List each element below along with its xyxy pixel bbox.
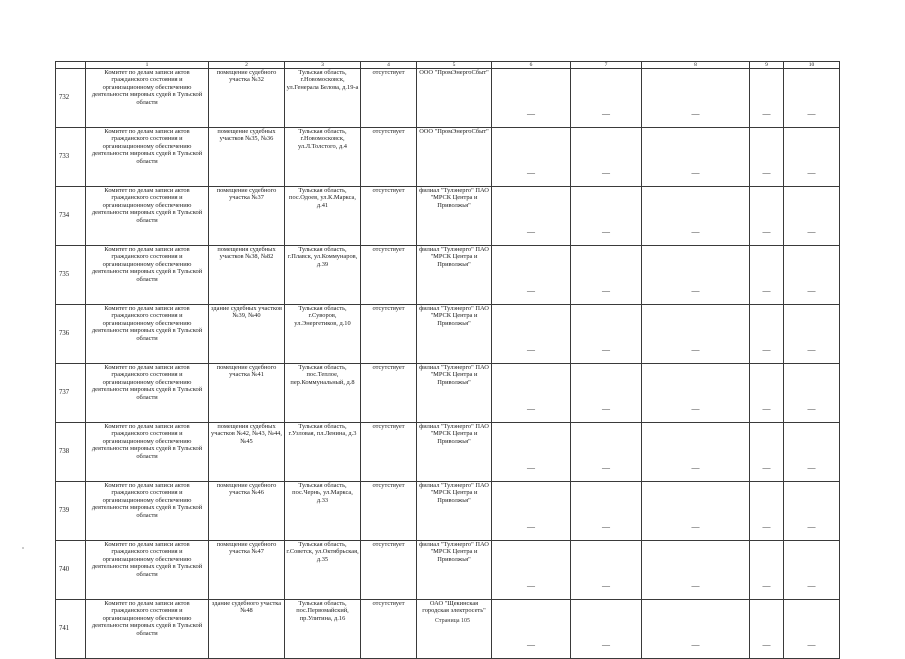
column-6-cell: — xyxy=(492,423,571,482)
supplier-cell: филиал "Тулэнерго" ПАО "МРСК Центра и Приволжья" xyxy=(417,187,492,246)
column-9-cell: — xyxy=(750,482,784,541)
column-10-cell: — xyxy=(784,69,840,128)
column-number-row xyxy=(56,62,840,69)
status-cell: отсутствует xyxy=(361,423,417,482)
column-10-cell: — xyxy=(784,423,840,482)
column-9-cell: — xyxy=(750,600,784,659)
row-number: 740 xyxy=(56,541,86,600)
status-cell: отсутствует xyxy=(361,69,417,128)
row-number: 739 xyxy=(56,482,86,541)
column-7-cell: — xyxy=(571,541,642,600)
address-cell: Тульская область, пос.Чернь, ул.Маркса, д.33 xyxy=(285,482,361,541)
column-8-cell: — xyxy=(642,423,750,482)
status-cell: отсутствует xyxy=(361,187,417,246)
table-row xyxy=(56,305,840,364)
object-cell: помещение судебного участка №47 xyxy=(209,541,285,600)
column-number-1: 1 xyxy=(86,62,209,69)
column-6-cell: — xyxy=(492,482,571,541)
header-blank xyxy=(56,62,86,69)
object-cell: помещение судебного участка №46 xyxy=(209,482,285,541)
supplier-cell: филиал "Тулэнерго" ПАО "МРСК Центра и Приволжья" xyxy=(417,246,492,305)
column-7-cell: — xyxy=(571,600,642,659)
address-cell: Тульская область, пос.Теплое, пер.Коммунальный, д.8 xyxy=(285,364,361,423)
supplier-cell: филиал "Тулэнерго" ПАО "МРСК Центра и Приволжья" xyxy=(417,541,492,600)
column-6-cell: — xyxy=(492,600,571,659)
document-table-container xyxy=(55,61,839,659)
organization-cell: Комитет по делам записи актов гражданского состояния и организационному обеспечению деятельности мировых судей в Тульской области xyxy=(86,305,209,364)
column-10-cell: — xyxy=(784,128,840,187)
column-7-cell: — xyxy=(571,128,642,187)
column-number-4: 4 xyxy=(361,62,417,69)
column-6-cell: — xyxy=(492,364,571,423)
column-10-cell: — xyxy=(784,305,840,364)
table-body xyxy=(56,69,840,659)
status-cell: отсутствует xyxy=(361,482,417,541)
column-8-cell: — xyxy=(642,482,750,541)
organization-cell: Комитет по делам записи актов гражданского состояния и организационному обеспечению деятельности мировых судей в Тульской области xyxy=(86,482,209,541)
status-cell: отсутствует xyxy=(361,305,417,364)
column-number-2: 2 xyxy=(209,62,285,69)
organization-cell: Комитет по делам записи актов гражданского состояния и организационному обеспечению деятельности мировых судей в Тульской области xyxy=(86,364,209,423)
address-cell: Тульская область, г.Новомосковск, ул.Л.Толстого, д.4 xyxy=(285,128,361,187)
supplier-cell: филиал "Тулэнерго" ПАО "МРСК Центра и Приволжья" xyxy=(417,305,492,364)
table-row xyxy=(56,541,840,600)
column-number-7: 7 xyxy=(571,62,642,69)
object-cell: помещение судебного участка №37 xyxy=(209,187,285,246)
column-number-10: 10 xyxy=(784,62,840,69)
scan-speck xyxy=(22,547,24,549)
address-cell: Тульская область, г.Суворов, ул.Энергетиков, д.10 xyxy=(285,305,361,364)
column-10-cell: — xyxy=(784,541,840,600)
column-7-cell: — xyxy=(571,423,642,482)
table-row xyxy=(56,128,840,187)
column-6-cell: — xyxy=(492,69,571,128)
column-6-cell: — xyxy=(492,305,571,364)
organization-cell: Комитет по делам записи актов гражданского состояния и организационному обеспечению деятельности мировых судей в Тульской области xyxy=(86,187,209,246)
column-9-cell: — xyxy=(750,305,784,364)
column-10-cell: — xyxy=(784,187,840,246)
column-7-cell: — xyxy=(571,187,642,246)
page-number: Страница 105 xyxy=(434,618,471,624)
column-6-cell: — xyxy=(492,246,571,305)
column-10-cell: — xyxy=(784,246,840,305)
column-6-cell: — xyxy=(492,128,571,187)
address-cell: Тульская область, пос.Первомайский, пр.Улитина, д.16 xyxy=(285,600,361,659)
column-10-cell: — xyxy=(784,364,840,423)
column-number-8: 8 xyxy=(642,62,750,69)
column-7-cell: — xyxy=(571,305,642,364)
object-cell: помещение судебного участка №32 xyxy=(209,69,285,128)
status-cell: отсутствует xyxy=(361,541,417,600)
column-7-cell: — xyxy=(571,364,642,423)
table-row xyxy=(56,187,840,246)
object-cell: помещения судебных участков №42, №43, №44, №45 xyxy=(209,423,285,482)
row-number: 733 xyxy=(56,128,86,187)
column-9-cell: — xyxy=(750,541,784,600)
row-number: 734 xyxy=(56,187,86,246)
status-cell: отсутствует xyxy=(361,600,417,659)
column-6-cell: — xyxy=(492,187,571,246)
organization-cell: Комитет по делам записи актов гражданского состояния и организационному обеспечению деятельности мировых судей в Тульской области xyxy=(86,246,209,305)
column-7-cell: — xyxy=(571,246,642,305)
object-cell: здание судебного участка №48 xyxy=(209,600,285,659)
column-7-cell: — xyxy=(571,69,642,128)
column-8-cell: — xyxy=(642,69,750,128)
row-number: 737 xyxy=(56,364,86,423)
status-cell: отсутствует xyxy=(361,246,417,305)
column-number-3: 3 xyxy=(285,62,361,69)
table-row xyxy=(56,423,840,482)
column-8-cell: — xyxy=(642,541,750,600)
table-row xyxy=(56,364,840,423)
registry-table xyxy=(55,61,840,659)
organization-cell: Комитет по делам записи актов гражданского состояния и организационному обеспечению деятельности мировых судей в Тульской области xyxy=(86,128,209,187)
column-8-cell: — xyxy=(642,128,750,187)
address-cell: Тульская область, пос.Одоев, ул.К.Маркса, д.41 xyxy=(285,187,361,246)
column-9-cell: — xyxy=(750,128,784,187)
row-number: 738 xyxy=(56,423,86,482)
status-cell: отсутствует xyxy=(361,364,417,423)
table-row xyxy=(56,69,840,128)
supplier-cell: ООО "ПромЭнергоСбыт" xyxy=(417,69,492,128)
supplier-cell: филиал "Тулэнерго" ПАО "МРСК Центра и Приволжья" xyxy=(417,423,492,482)
object-cell: помещение судебного участка №41 xyxy=(209,364,285,423)
row-number: 735 xyxy=(56,246,86,305)
column-10-cell: — xyxy=(784,600,840,659)
column-10-cell: — xyxy=(784,482,840,541)
column-8-cell: — xyxy=(642,305,750,364)
table-row xyxy=(56,482,840,541)
supplier-cell: ОАО "Щекинская городская электросеть" xyxy=(417,600,492,659)
address-cell: Тульская область, г.Плавск, ул.Коммунаров, д.39 xyxy=(285,246,361,305)
column-7-cell: — xyxy=(571,482,642,541)
organization-cell: Комитет по делам записи актов гражданского состояния и организационному обеспечению деятельности мировых судей в Тульской области xyxy=(86,423,209,482)
column-9-cell: — xyxy=(750,69,784,128)
column-8-cell: — xyxy=(642,600,750,659)
object-cell: помещения судебных участков №38, №82 xyxy=(209,246,285,305)
column-9-cell: — xyxy=(750,364,784,423)
table-row xyxy=(56,246,840,305)
address-cell: Тульская область, г.Узловая, пл.Ленина, д.3 xyxy=(285,423,361,482)
organization-cell: Комитет по делам записи актов гражданского состояния и организационному обеспечению деятельности мировых судей в Тульской области xyxy=(86,541,209,600)
column-9-cell: — xyxy=(750,246,784,305)
column-9-cell: — xyxy=(750,423,784,482)
status-cell: отсутствует xyxy=(361,128,417,187)
row-number: 736 xyxy=(56,305,86,364)
address-cell: Тульская область, г.Советск, ул.Октябрьская, д.35 xyxy=(285,541,361,600)
organization-cell: Комитет по делам записи актов гражданского состояния и организационному обеспечению деятельности мировых судей в Тульской области xyxy=(86,69,209,128)
column-number-9: 9 xyxy=(750,62,784,69)
column-8-cell: — xyxy=(642,187,750,246)
supplier-cell: ООО "ПромЭнергоСбыт" xyxy=(417,128,492,187)
supplier-cell: филиал "Тулэнерго" ПАО "МРСК Центра и Приволжья" xyxy=(417,364,492,423)
organization-cell: Комитет по делам записи актов гражданского состояния и организационному обеспечению деятельности мировых судей в Тульской области xyxy=(86,600,209,659)
supplier-cell: филиал "Тулэнерго" ПАО "МРСК Центра и Приволжья" xyxy=(417,482,492,541)
row-number: 741 xyxy=(56,600,86,659)
address-cell: Тульская область, г.Новомосковск, ул.Генерала Белова, д.19-а xyxy=(285,69,361,128)
column-8-cell: — xyxy=(642,246,750,305)
column-9-cell: — xyxy=(750,187,784,246)
object-cell: помещение судебных участков №35, №36 xyxy=(209,128,285,187)
row-number: 732 xyxy=(56,69,86,128)
object-cell: здание судебных участков №39, №40 xyxy=(209,305,285,364)
column-number-5: 5 xyxy=(417,62,492,69)
table-row xyxy=(56,600,840,659)
column-8-cell: — xyxy=(642,364,750,423)
column-number-6: 6 xyxy=(492,62,571,69)
table-header xyxy=(56,62,840,69)
column-6-cell: — xyxy=(492,541,571,600)
